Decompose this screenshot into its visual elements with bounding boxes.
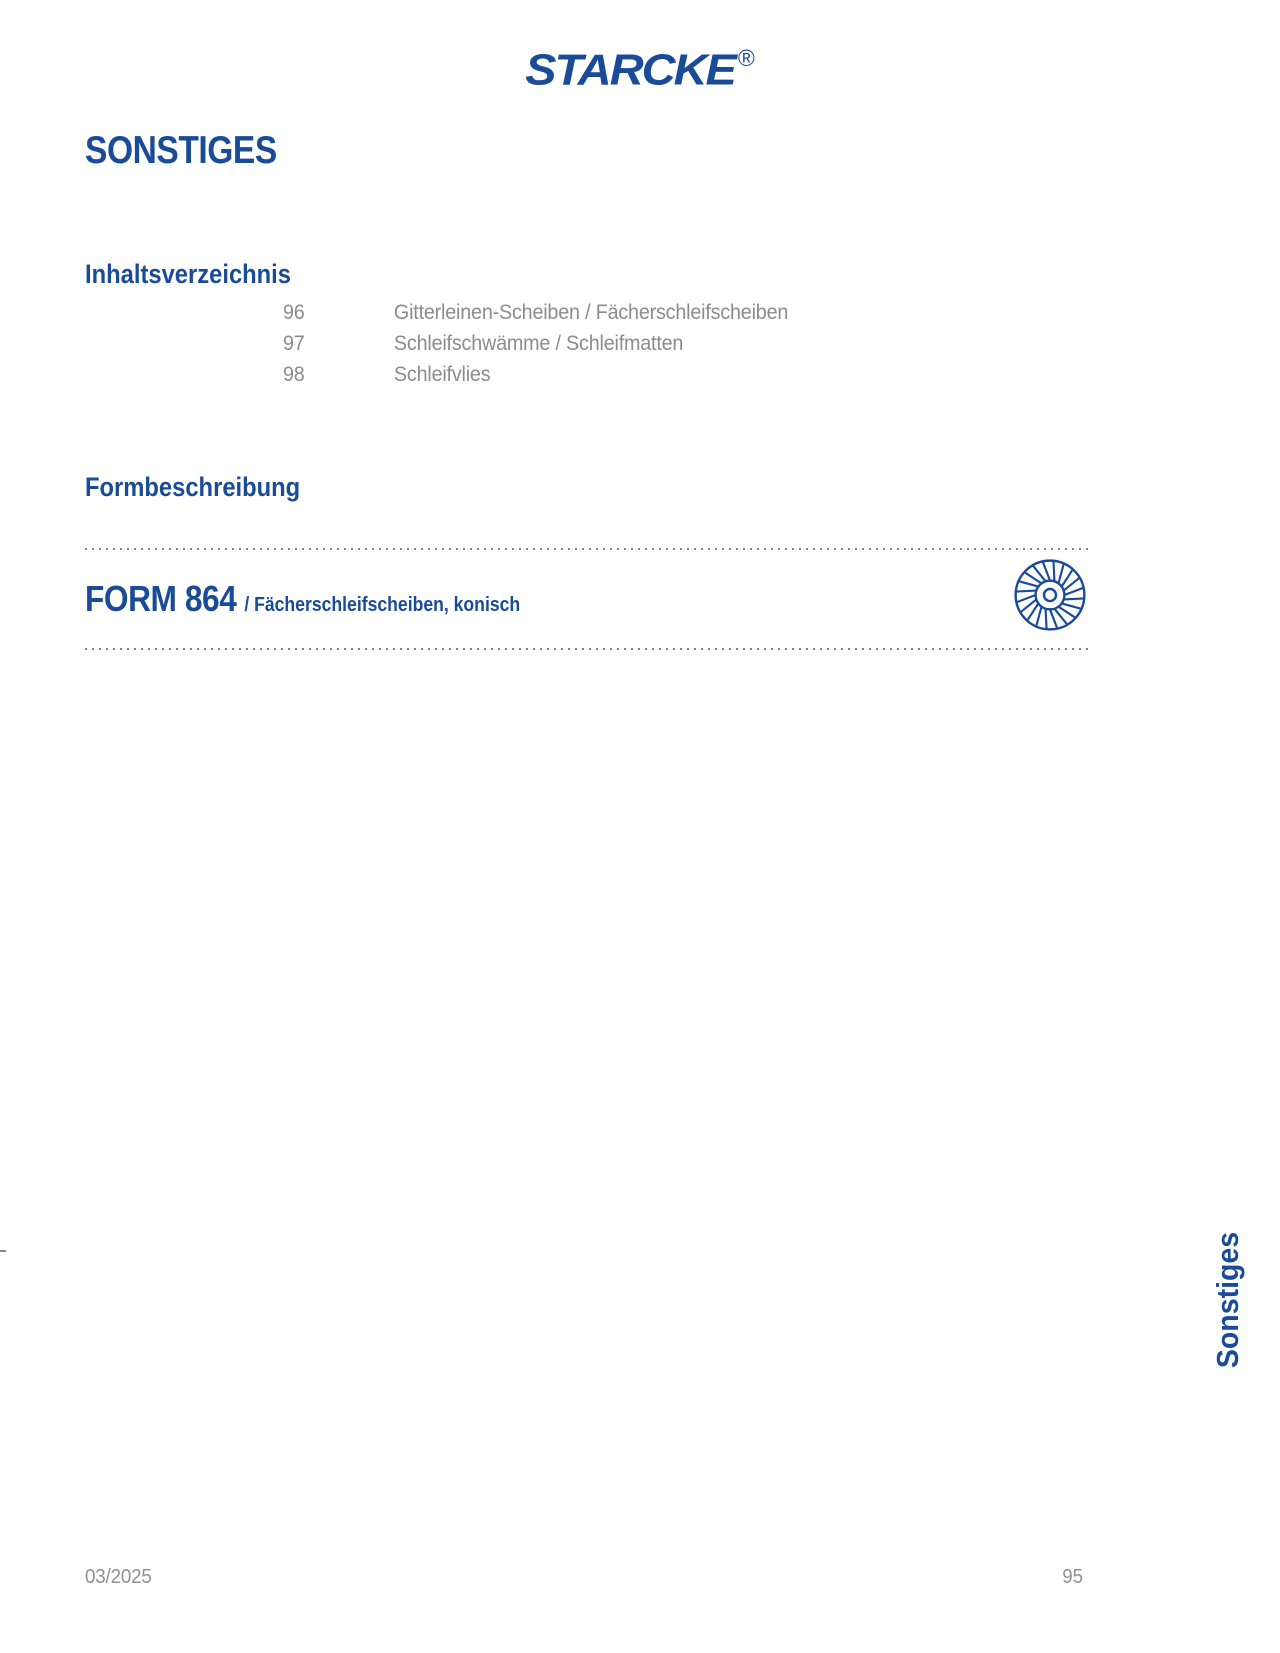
page-edge-mark bbox=[0, 1250, 6, 1252]
toc-label: Gitterleinen-Scheiben / Fächerschleifscheiben bbox=[393, 301, 789, 324]
dotted-divider bbox=[85, 548, 1090, 550]
form-description-heading: Formbeschreibung bbox=[85, 472, 301, 502]
registered-trademark-icon: ® bbox=[737, 45, 755, 71]
form-name: FORM 864 bbox=[85, 578, 237, 619]
page-title: SONSTIGES bbox=[85, 129, 277, 172]
toc-list bbox=[283, 301, 983, 394]
dotted-divider bbox=[85, 648, 1090, 650]
logo-wordmark: STARCKE bbox=[525, 44, 735, 94]
toc-page-number: 97 bbox=[283, 332, 305, 355]
toc-page-number: 96 bbox=[283, 301, 305, 324]
footer-date: 03/2025 bbox=[85, 1566, 152, 1588]
toc-page-number: 98 bbox=[283, 363, 305, 386]
toc-label: Schleifvlies bbox=[393, 363, 491, 386]
toc-row bbox=[283, 301, 941, 332]
toc-row bbox=[283, 363, 941, 394]
form-subtitle: / Fächerschleifscheiben, konisch bbox=[244, 594, 521, 616]
chapter-side-tab: Sonstiges bbox=[1210, 1231, 1245, 1369]
form-864-row bbox=[85, 578, 520, 620]
toc-heading: Inhaltsverzeichnis bbox=[85, 259, 292, 289]
footer-page-number: 95 bbox=[1062, 1566, 1083, 1588]
toc-row bbox=[283, 332, 941, 363]
starcke-logo bbox=[525, 44, 755, 99]
toc-label: Schleifschwämme / Schleifmatten bbox=[393, 332, 684, 355]
flap-disc-icon bbox=[1011, 556, 1089, 634]
